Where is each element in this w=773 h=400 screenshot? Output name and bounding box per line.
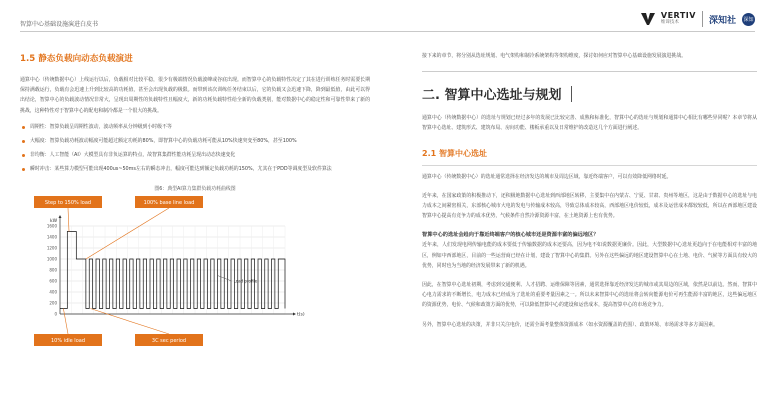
legend-label: Load profile xyxy=(233,278,258,284)
list-item-text: 瞬时冲击：某些算力模型可能出现400us~50ms左右的瞬态冲击，幅度可能达到额定负载功耗的150%，尤其在于PDD等调度型及软件算法 xyxy=(30,166,332,173)
annotation-label: 3C sec period xyxy=(151,337,187,344)
load-profile-chart xyxy=(20,196,320,348)
intro-paragraph: 接下来的章节，将分别从选址规划、电气架构和制冷系统架构等架构维度，探讨如何应对智算中心基础设施发展演进挑战。 xyxy=(422,53,687,59)
logo-divider xyxy=(702,11,703,27)
bullet-dot-icon xyxy=(22,140,25,143)
figure-caption: 图6：典型AI算力集群负载功耗曲线图 xyxy=(154,185,236,192)
annotation-label: 10% idle load xyxy=(50,337,86,344)
right-column xyxy=(422,44,757,330)
y-tick-label: 200 xyxy=(49,300,57,306)
feature-list xyxy=(20,122,370,175)
y-tick-label: 0 xyxy=(54,311,57,317)
y-tick-label: 600 xyxy=(49,278,57,284)
section-title: 2.1 智算中心选址 xyxy=(422,148,487,158)
bullet-dot-icon xyxy=(22,154,25,157)
body-paragraph: 因此，在智算中心选址初期，考虑到交通便利、人才招聘、运维保障等因素，通常选择靠近经济发达的城市或其周边的区域，依然是以前边。然而，智算中心电力需求的不断增长，电力成本已经成为了选址的重要考量因素之一。所以未来智算中心的选址将会转向能源电价可再生能源丰富的地区，这些偏远地区的资源优势，电价、气候和政策方面的优势，可以降低智算中心的建设和运营成本，提高智算中心的市场竞争力。 xyxy=(422,282,757,309)
chapter-title-rule xyxy=(571,86,572,102)
bullet-dot-icon xyxy=(22,126,25,129)
annotation-label: Step to 150% load xyxy=(44,199,92,206)
list-item xyxy=(20,122,370,132)
list-item-text: 周期性：智算负载呈周期性波动，波动频率从分钟级到小时级不等 xyxy=(30,123,172,130)
document-title: 智算中心基础设施演进白皮书 xyxy=(20,21,99,28)
annotation-label: 100% base line load xyxy=(143,199,195,206)
y-tick-label: 1400 xyxy=(46,234,57,240)
header-divider xyxy=(20,31,755,32)
list-item xyxy=(20,150,370,160)
chapter-title xyxy=(422,84,757,103)
y-axis-label: kW xyxy=(50,218,58,224)
body-paragraph: 近年来，人们发现电网传输电能的成本要低于传输数据的成本还要高，因为电不如说数据更廉价。因此，大型数据中心选址更趋向于在电能相对丰富的地区，例如中西部地区，目前的一些运营商已经在计划，建设了智算中心的集群。另外在这些偏远的地区建设智算中心在土地、电价、气候等方面具有较大的优势，同时也为当地的经济发展带来了新的机遇。 xyxy=(422,242,757,269)
list-item-text: 大幅度：智算负载功耗波动幅度可能超过额定功耗的80%，即智算中心的负载功耗可能从10%快速突变至80%，甚至100% xyxy=(30,138,297,145)
partner-logo: 深知社 xyxy=(708,15,736,26)
section-title: 1.5 静态负载向动态负载演进 xyxy=(20,54,133,64)
section-divider xyxy=(422,165,757,166)
bullet-dot-icon xyxy=(22,168,25,171)
chapter-paragraph: 通算中心（传统数据中心）的选址与规划已经过多年的发展已比较完善、成熟和标准化，智算中心的选址与规划和通算中心相比有哪些异同呢？本章节将从智算中心选址、建筑形式、建筑布局、房间功能、楼板承重以及日常维护的改造这几个方面进行阐述。 xyxy=(422,115,757,132)
chapter-title-text: 二. 智算中心选址与规划 xyxy=(422,88,562,104)
y-tick-label: 1200 xyxy=(46,245,57,251)
question-heading: 智算中心的选址会趋向于靠近终端客户的核心城市还是资源丰富的偏远地区？ xyxy=(422,232,599,239)
body-paragraph: 另外，智算中心选址的决策，并非只关注电价，还需全面考量整体资源成本（如水资源覆盖的范围）、政策环境、市场需求等多方面因素。 xyxy=(422,321,718,328)
body-paragraph: 近年来，在国家政策的积极推动下，还积极地数据中心选址到西部地区转移，主要集中在内蒙古、宁夏、甘肃、贵州等地区，这是由于数据中心的选址与电力成本之间紧密相关，东部核心城市大电的发电与传输成本较高，导致总体成本较高，西部地区电价较低，成本及运营成本都较较低，所以在西部地区建设智算中心提高有竞争力的成本优势，气候条件自然冷源资源丰富，在土地资源上也有优势。 xyxy=(422,192,757,220)
list-item-text: 非均衡：人工智能（AI）大模型具有非负运算的特点，故智算集群性能功耗呈现出动态快速变化 xyxy=(30,152,236,159)
y-tick-label: 400 xyxy=(49,289,57,295)
y-tick-label: 1000 xyxy=(46,256,57,262)
section-divider xyxy=(422,71,757,72)
logo-group xyxy=(641,11,755,27)
list-item xyxy=(20,164,370,174)
vertiv-logo xyxy=(661,12,696,26)
vertiv-subtitle: 维谛技术 xyxy=(660,20,679,26)
x-axis-label: t(s) xyxy=(297,312,305,318)
partner-seal-icon: 深知 xyxy=(742,13,755,26)
y-tick-label: 800 xyxy=(49,267,57,273)
section-paragraph: 通算中心（传统数据中心）的选址通常选择在经济发达的城市及周边区域，靠近终端客户，可以有效降低网络时延。 xyxy=(422,173,672,180)
y-tick-label: 1600 xyxy=(46,223,57,229)
page-header xyxy=(0,0,773,40)
vertiv-logo-icon xyxy=(641,12,655,26)
intro-paragraph: 通算中心（传统数据中心）上线运行以后，负载相对比较平稳，很少有极端情况负载波峰或谷底出现。而智算中心的负载特性决定了其在进行训练任务时需要长期保持满载运行，负载有会迅速上升到比较高的功耗值，甚至会出现负载的极限。而带到该次训练任务结束以后，它的负载又会迅速下降，降到最低值，由此可以得出结论，智算中心的负载波动情况非常大，呈现出周期性的负载特性且幅度大，新的功耗负载特性给全新的负载类别，能对数据中心的稳定性和可靠性带来了新的挑战，这种特性对于智算中心的配电和制冷都是一个很大的挑战。 xyxy=(20,77,370,114)
list-item xyxy=(20,136,370,146)
left-column xyxy=(20,44,370,348)
vertiv-name: VERTIV xyxy=(660,11,696,21)
